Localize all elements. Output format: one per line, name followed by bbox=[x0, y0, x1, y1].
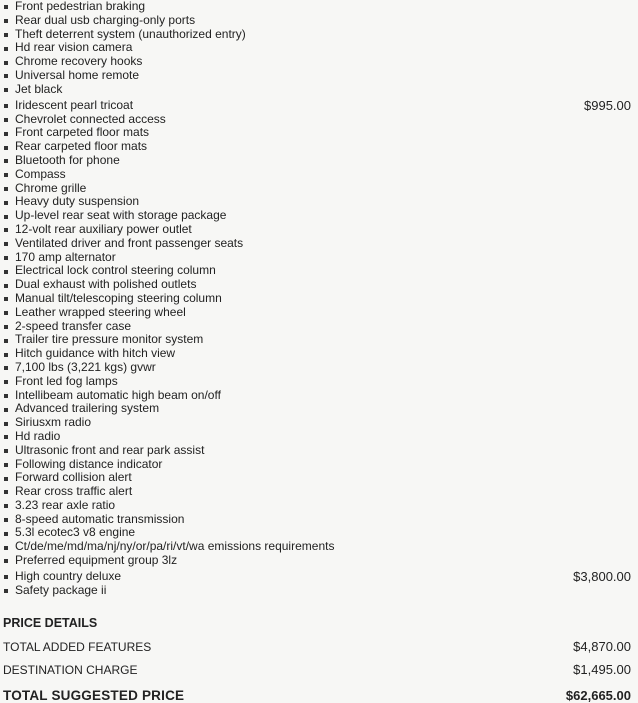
feature-item bbox=[0, 402, 638, 416]
feature-item-content bbox=[4, 182, 86, 196]
bullet-icon bbox=[4, 74, 8, 78]
feature-item bbox=[0, 347, 638, 361]
feature-item bbox=[0, 320, 638, 334]
bullet-icon bbox=[4, 146, 8, 150]
bullet-icon bbox=[4, 19, 8, 23]
bullet-icon bbox=[4, 575, 8, 579]
destination-charge-value: $1,495.00 bbox=[573, 662, 631, 677]
bullet-icon bbox=[4, 173, 8, 177]
feature-item bbox=[0, 264, 638, 278]
feature-item-content bbox=[4, 513, 184, 527]
feature-item bbox=[0, 292, 638, 306]
feature-item-content bbox=[4, 485, 132, 499]
destination-charge-label: DESTINATION CHARGE bbox=[3, 663, 138, 677]
feature-label: Chrome grille bbox=[15, 180, 87, 195]
feature-item-content bbox=[4, 237, 243, 251]
bullet-icon bbox=[4, 518, 8, 522]
bullet-icon bbox=[4, 380, 8, 384]
feature-label: Theft deterrent system (unauthorized entry) bbox=[15, 26, 246, 41]
feature-label: Ventilated driver and front passenger seats bbox=[15, 235, 244, 250]
bullet-icon bbox=[4, 532, 8, 536]
feature-label: Trailer tire pressure monitor system bbox=[15, 332, 204, 347]
feature-label: Chevrolet connected access bbox=[15, 111, 166, 126]
feature-label: Compass bbox=[15, 166, 66, 181]
feature-label: Chrome recovery hooks bbox=[15, 54, 143, 69]
bullet-icon bbox=[4, 242, 8, 246]
feature-item-content bbox=[4, 83, 62, 97]
price-details-section bbox=[0, 615, 638, 703]
total-suggested-price-row bbox=[3, 677, 631, 703]
feature-item bbox=[0, 416, 638, 430]
feature-label: 170 amp alternator bbox=[15, 249, 116, 264]
feature-item-content bbox=[4, 375, 118, 389]
bullet-icon bbox=[4, 546, 8, 550]
bullet-icon bbox=[4, 118, 8, 122]
bullet-icon bbox=[4, 435, 8, 439]
bullet-icon bbox=[4, 5, 8, 9]
feature-label: Front carpeted floor mats bbox=[15, 125, 150, 140]
bullet-icon bbox=[4, 589, 8, 593]
bullet-icon bbox=[4, 394, 8, 398]
feature-item bbox=[0, 375, 638, 389]
feature-label: Universal home remote bbox=[15, 67, 140, 82]
bullet-icon bbox=[4, 504, 8, 508]
feature-item-content bbox=[4, 223, 192, 237]
feature-item bbox=[0, 126, 638, 140]
feature-item-content bbox=[4, 444, 204, 458]
bullet-icon bbox=[4, 256, 8, 260]
feature-item-content bbox=[4, 126, 149, 140]
feature-item bbox=[0, 513, 638, 527]
feature-item bbox=[0, 83, 638, 97]
feature-item-content bbox=[4, 264, 216, 278]
bullet-icon bbox=[4, 449, 8, 453]
feature-label: Manual tilt/telescoping steering column bbox=[15, 290, 222, 305]
feature-item-content bbox=[4, 540, 334, 554]
feature-label: 12-volt rear auxiliary power outlet bbox=[15, 221, 192, 236]
feature-item-content bbox=[4, 306, 186, 320]
feature-item bbox=[0, 237, 638, 251]
feature-label: Safety package ii bbox=[15, 582, 107, 597]
feature-label: 5.3l ecotec3 v8 engine bbox=[15, 525, 136, 540]
feature-label: 8-speed automatic transmission bbox=[15, 511, 185, 526]
feature-label: Preferred equipment group 3lz bbox=[15, 553, 178, 568]
feature-item-content bbox=[4, 28, 246, 42]
feature-item bbox=[0, 540, 638, 554]
feature-item-content bbox=[4, 402, 159, 416]
bullet-icon bbox=[4, 215, 8, 219]
feature-item bbox=[0, 361, 638, 375]
feature-label: 3.23 rear axle ratio bbox=[15, 497, 116, 512]
feature-label: Jet black bbox=[15, 81, 63, 96]
feature-item bbox=[0, 430, 638, 444]
feature-item bbox=[0, 0, 638, 14]
bullet-icon bbox=[4, 325, 8, 329]
feature-label: Front led fog lamps bbox=[15, 373, 118, 388]
feature-item-content bbox=[4, 168, 66, 182]
bullet-icon bbox=[4, 270, 8, 274]
feature-label: Bluetooth for phone bbox=[15, 152, 120, 167]
feature-label: High country deluxe bbox=[15, 569, 122, 584]
bullet-icon bbox=[4, 297, 8, 301]
feature-item bbox=[0, 113, 638, 127]
feature-price: $3,800.00 bbox=[573, 569, 631, 585]
bullet-icon bbox=[4, 353, 8, 357]
feature-item bbox=[0, 278, 638, 292]
feature-item bbox=[0, 568, 638, 584]
bullet-icon bbox=[4, 559, 8, 563]
feature-item bbox=[0, 389, 638, 403]
feature-item bbox=[0, 444, 638, 458]
feature-label: Advanced trailering system bbox=[15, 401, 160, 416]
feature-item bbox=[0, 195, 638, 209]
feature-label: 7,100 lbs (3,221 kgs) gvwr bbox=[15, 359, 156, 374]
feature-item-content bbox=[4, 140, 147, 154]
feature-item bbox=[0, 168, 638, 182]
feature-item bbox=[0, 97, 638, 113]
feature-item-content bbox=[4, 471, 132, 485]
bullet-icon bbox=[4, 47, 8, 51]
feature-label: Following distance indicator bbox=[15, 456, 163, 471]
feature-item-content bbox=[4, 389, 221, 403]
feature-item-content bbox=[4, 154, 120, 168]
feature-item-content bbox=[4, 278, 196, 292]
feature-item bbox=[0, 499, 638, 513]
bullet-icon bbox=[4, 477, 8, 481]
bullet-icon bbox=[4, 88, 8, 92]
feature-item bbox=[0, 55, 638, 69]
feature-item bbox=[0, 182, 638, 196]
feature-price: $995.00 bbox=[584, 97, 631, 113]
bullet-icon bbox=[4, 104, 8, 108]
bullet-icon bbox=[4, 490, 8, 494]
total-added-features-value: $4,870.00 bbox=[573, 639, 631, 654]
bullet-icon bbox=[4, 422, 8, 426]
feature-item bbox=[0, 209, 638, 223]
bullet-icon bbox=[4, 228, 8, 232]
feature-item bbox=[0, 69, 638, 83]
feature-label: Ultrasonic front and rear park assist bbox=[15, 442, 205, 457]
feature-label: Electrical lock control steering column bbox=[15, 263, 216, 278]
feature-label: Hd rear vision camera bbox=[15, 40, 133, 55]
bullet-icon bbox=[4, 33, 8, 37]
total-added-features-label: TOTAL ADDED FEATURES bbox=[3, 640, 152, 654]
feature-item bbox=[0, 554, 638, 568]
feature-item bbox=[0, 584, 638, 598]
feature-label: Leather wrapped steering wheel bbox=[15, 304, 186, 319]
feature-label: Rear dual usb charging-only ports bbox=[15, 12, 196, 27]
feature-item bbox=[0, 458, 638, 472]
feature-item bbox=[0, 526, 638, 540]
feature-item bbox=[0, 14, 638, 28]
feature-item bbox=[0, 28, 638, 42]
feature-label: Ct/de/me/md/ma/nj/ny/or/pa/ri/vt/wa emissions requirements bbox=[15, 539, 335, 554]
feature-item-content bbox=[4, 570, 121, 584]
bullet-icon bbox=[4, 201, 8, 205]
feature-item-content bbox=[4, 320, 131, 334]
feature-item bbox=[0, 154, 638, 168]
feature-label: Dual exhaust with polished outlets bbox=[15, 277, 197, 292]
bullet-icon bbox=[4, 187, 8, 191]
feature-item bbox=[0, 471, 638, 485]
feature-item-content bbox=[4, 361, 156, 375]
feature-label: Rear carpeted floor mats bbox=[15, 139, 148, 154]
feature-item-content bbox=[4, 41, 132, 55]
bullet-icon bbox=[4, 61, 8, 65]
feature-item bbox=[0, 223, 638, 237]
feature-item-content bbox=[4, 458, 162, 472]
feature-item-content bbox=[4, 14, 195, 28]
feature-item-content bbox=[4, 430, 60, 444]
feature-item bbox=[0, 140, 638, 154]
bullet-icon bbox=[4, 366, 8, 370]
feature-label: Rear cross traffic alert bbox=[15, 484, 133, 499]
feature-label: Iridescent pearl tricoat bbox=[15, 97, 134, 112]
feature-label: Siriusxm radio bbox=[15, 415, 92, 430]
feature-item bbox=[0, 485, 638, 499]
feature-label: Forward collision alert bbox=[15, 470, 132, 485]
feature-item-content bbox=[4, 251, 116, 265]
feature-label: Intellibeam automatic high beam on/off bbox=[15, 387, 221, 402]
feature-item-content bbox=[4, 55, 142, 69]
feature-item-content bbox=[4, 499, 115, 513]
feature-item-content bbox=[4, 526, 135, 540]
feature-item-content bbox=[4, 554, 177, 568]
destination-charge-row bbox=[3, 655, 631, 677]
feature-item-content bbox=[4, 195, 139, 209]
feature-label: Front pedestrian braking bbox=[15, 0, 146, 13]
feature-item-content bbox=[4, 69, 139, 83]
feature-item-content bbox=[4, 113, 166, 127]
bullet-icon bbox=[4, 284, 8, 288]
feature-label: Hd radio bbox=[15, 428, 61, 443]
bullet-icon bbox=[4, 463, 8, 467]
bullet-icon bbox=[4, 311, 8, 315]
feature-label: Hitch guidance with hitch view bbox=[15, 346, 176, 361]
bullet-icon bbox=[4, 159, 8, 163]
feature-item-content bbox=[4, 347, 175, 361]
bullet-icon bbox=[4, 339, 8, 343]
feature-item bbox=[0, 41, 638, 55]
total-suggested-price-value: $62,665.00 bbox=[565, 688, 631, 703]
feature-item bbox=[0, 251, 638, 265]
feature-label: 2-speed transfer case bbox=[15, 318, 132, 333]
feature-item-content bbox=[4, 209, 226, 223]
feature-label: Heavy duty suspension bbox=[15, 194, 140, 209]
feature-item-content bbox=[4, 292, 222, 306]
feature-item-content bbox=[4, 416, 91, 430]
bullet-icon bbox=[4, 132, 8, 136]
feature-item-content bbox=[4, 584, 106, 598]
feature-item-content bbox=[4, 333, 203, 347]
feature-item-content bbox=[4, 0, 145, 14]
feature-item-content bbox=[4, 99, 133, 113]
feature-item bbox=[0, 333, 638, 347]
feature-item bbox=[0, 306, 638, 320]
total-added-features-row bbox=[3, 633, 631, 654]
price-details-heading: PRICE DETAILS bbox=[3, 616, 98, 630]
bullet-icon bbox=[4, 408, 8, 412]
total-suggested-price-label: TOTAL SUGGESTED PRICE bbox=[3, 688, 185, 703]
feature-label: Up-level rear seat with storage package bbox=[15, 208, 227, 223]
